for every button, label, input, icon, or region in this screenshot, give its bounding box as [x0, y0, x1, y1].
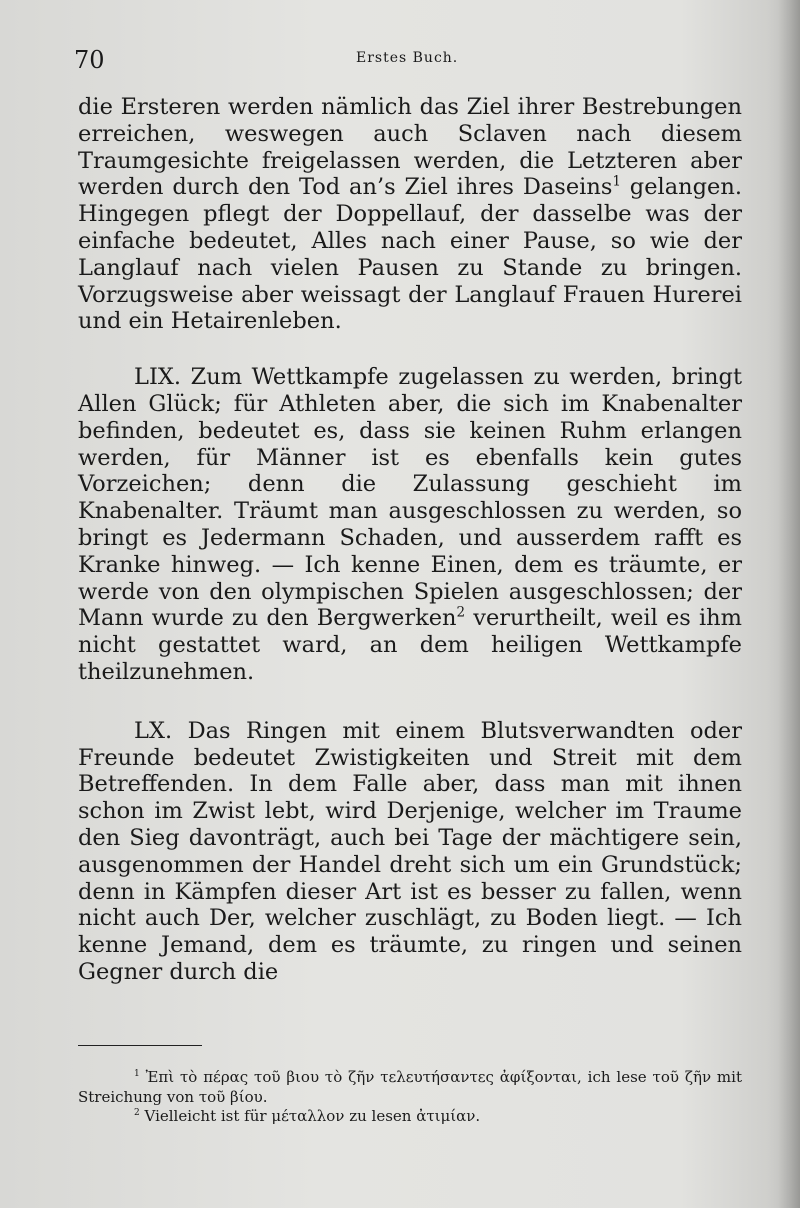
text-segment: gelangen. Hingegen pflegt der Doppellauf, der dasselbe was der einfache bedeutet, Alles nach einer Pause, so wie der Langlauf nach vielen Pausen zu Stande zu bringen. Vorzugsweise aber weissagt der Langlauf Frauen Hurerei und ein Hetairenleben.	[78, 174, 742, 335]
text-segment: LIX. Zum Wettkampfe zugelassen zu werden, bringt Allen Glück; für Athleten aber, die sich im Knabenalter befinden, bedeutet es, dass sie keinen Ruhm erlangen werden, für Männer ist es ebenfalls kein gutes Vorzeichen; denn die Zulassung geschieht im Knabenalter. Träumt man ausgeschlossen zu werden, so bringt es Jedermann Schaden, und ausserdem rafft es Kranke hinweg. — Ich kenne Einen, dem es träumte, er werde von den olympischen Spielen ausgeschlossen; der Mann wurde zu den Bergwerken	[78, 364, 742, 632]
footnote-2	[78, 1107, 742, 1127]
page-header	[74, 46, 740, 76]
footnote-number: 1	[134, 1069, 140, 1079]
body-text	[78, 94, 742, 986]
footnotes	[78, 1068, 742, 1127]
footnote-divider	[78, 1045, 202, 1046]
footnote-marker: 2	[456, 604, 466, 621]
text-segment: die Ersteren werden nämlich das Ziel ihrer Bestrebungen erreichen, weswegen auch Sclaven nach diesem Traumgesichte freigelassen werden, die Letzteren aber werden durch den Tod an’s Ziel ihres Daseins	[78, 94, 742, 201]
paragraph-lix	[78, 364, 742, 686]
footnote-text: Ἐπὶ τὸ πέρας τοῦ βιου τὸ ζῆν τελευτήσαντες ἀφίξονται, ich lese τοῦ ζῆν mit Streichung von τοῦ βίου.	[78, 1068, 742, 1106]
page-spine-shadow	[778, 0, 800, 1208]
footnote-number: 2	[134, 1108, 140, 1118]
footnote-marker: 1	[612, 173, 621, 190]
text-segment: verurtheilt, weil es ihm nicht gestattet ward, an dem heiligen Wettkampfe theilzunehmen.	[78, 605, 742, 685]
paragraph-1	[78, 94, 742, 335]
footnote-text: Vielleicht ist für μέταλλον zu lesen ἀτιμίαν.	[139, 1107, 481, 1125]
footnote-1	[78, 1068, 742, 1107]
page-number: 70	[74, 46, 105, 74]
paragraph-lx	[78, 718, 742, 986]
running-head: Erstes Buch.	[356, 50, 459, 66]
text-segment: LX. Das Ringen mit einem Blutsverwandten oder Freunde bedeutet Zwistigkeiten und Streit mit dem Betreffenden. In dem Falle aber, dass man mit ihnen schon im Zwist lebt, wird Derjenige, welcher im Traume den Sieg davonträgt, auch bei Tage der mächtigere sein, ausgenommen der Handel dreht sich um ein Grundstück; denn in Kämpfen dieser Art ist es besser zu fallen, wenn nicht auch Der, welcher zuschlägt, zu Boden liegt. — Ich kenne Jemand, dem es träumte, zu ringen und seinen Gegner durch die	[78, 717, 742, 985]
